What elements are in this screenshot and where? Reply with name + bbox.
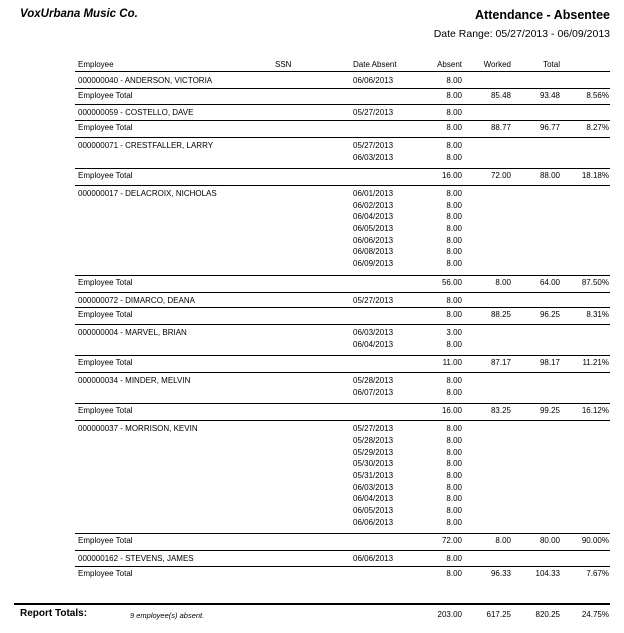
group-divider: [75, 355, 610, 356]
absence-date: 05/31/2013: [353, 470, 394, 480]
header-worked: Worked: [483, 60, 511, 69]
absence-date: 06/02/2013: [353, 200, 394, 210]
absence-date: 06/03/2013: [353, 327, 394, 337]
company-name: VoxUrbana Music Co.: [20, 8, 138, 20]
absence-date: 05/30/2013: [353, 459, 394, 469]
employee-total-pct: 18.18%: [581, 171, 609, 181]
employee-total-worked: 8.00: [495, 277, 511, 287]
report-totals-label: Report Totals:: [20, 608, 88, 619]
group-divider: [75, 307, 610, 308]
employee-total-label: Employee Total: [78, 123, 133, 133]
employee-total-worked: 83.25: [490, 406, 511, 416]
absence-hours: 8.00: [446, 76, 462, 85]
absence-hours: 8.00: [446, 517, 462, 527]
absence-date: 06/06/2013: [353, 554, 394, 564]
group-divider: [75, 104, 610, 105]
employee-total-absent: 72.00: [441, 536, 462, 546]
group-divider: [75, 550, 610, 551]
employee-total-worked: 88.77: [490, 123, 511, 133]
absence-date: 06/06/2013: [353, 517, 394, 527]
absence-hours: 8.00: [446, 224, 462, 233]
absence-hours: 8.00: [446, 108, 462, 118]
employee-total-total: 93.48: [539, 90, 560, 100]
employee-total-total: 80.00: [539, 536, 560, 546]
report-total-absent: 203.00: [437, 610, 462, 619]
absence-hours: 8.00: [446, 459, 462, 469]
group-divider: [75, 403, 610, 404]
employee-name: 000000004 - MARVEL, BRIAN: [78, 327, 187, 337]
report-total-total: 820.25: [535, 610, 560, 619]
absence-hours: 8.00: [446, 506, 462, 515]
absence-date: 06/08/2013: [353, 247, 394, 257]
employee-total-worked: 85.48: [490, 90, 511, 100]
employee-total-absent: 8.00: [446, 123, 462, 133]
report-total-worked: 617.25: [486, 610, 511, 619]
absence-date: 05/27/2013: [353, 424, 394, 434]
employee-name: 000000040 - ANDERSON, VICTORIA: [78, 76, 213, 85]
employee-total-label: Employee Total: [78, 90, 133, 100]
employee-total-total: 88.00: [539, 171, 560, 181]
absence-date: 05/28/2013: [353, 435, 394, 445]
absence-date: 05/29/2013: [353, 447, 394, 457]
header-date-absent: Date Absent: [353, 60, 397, 69]
absence-hours: 8.00: [446, 424, 462, 434]
header-total: Total: [543, 60, 560, 69]
absence-hours: 8.00: [446, 554, 462, 564]
absence-hours: 8.00: [446, 152, 462, 162]
group-divider: [75, 324, 610, 325]
absence-hours: 8.00: [446, 212, 462, 222]
group-divider: [75, 292, 610, 293]
employee-total-label: Employee Total: [78, 171, 133, 181]
absence-hours: 8.00: [446, 482, 462, 492]
employee-total-total: 96.25: [539, 310, 560, 320]
employee-total-worked: 96.33: [490, 568, 511, 578]
employee-total-pct: 16.12%: [581, 406, 609, 416]
absence-hours: 8.00: [446, 188, 462, 198]
header-absent: Absent: [437, 60, 462, 69]
employee-total-worked: 72.00: [490, 171, 511, 181]
absence-date: 05/27/2013: [353, 140, 394, 150]
employee-total-label: Employee Total: [78, 310, 133, 320]
group-divider: [75, 275, 610, 276]
absence-hours: 8.00: [446, 140, 462, 150]
absence-hours: 8.00: [446, 247, 462, 257]
group-divider: [75, 168, 610, 169]
absence-date: 06/03/2013: [353, 482, 394, 492]
employee-total-label: Employee Total: [78, 536, 133, 546]
employee-total-pct: 8.31%: [586, 310, 609, 320]
absence-date: 06/09/2013: [353, 259, 394, 269]
report-totals-rule: [14, 603, 610, 605]
employee-total-worked: 88.25: [490, 310, 511, 320]
employee-total-label: Employee Total: [78, 358, 133, 368]
header-ssn: SSN: [275, 60, 292, 69]
absence-date: 06/05/2013: [353, 224, 394, 233]
employee-total-total: 96.77: [539, 123, 560, 133]
employee-total-absent: 8.00: [446, 90, 462, 100]
employee-total-absent: 8.00: [446, 310, 462, 320]
employee-total-label: Employee Total: [78, 568, 133, 578]
employee-total-pct: 8.27%: [586, 123, 609, 133]
employee-name: 000000072 - DIMARCO, DEANA: [78, 295, 195, 305]
group-divider: [75, 372, 610, 373]
absence-hours: 8.00: [446, 339, 462, 349]
date-range: Date Range: 05/27/2013 - 06/09/2013: [433, 28, 610, 40]
employee-total-label: Employee Total: [78, 406, 133, 416]
employee-total-absent: 8.00: [446, 568, 462, 578]
employee-name: 000000017 - DELACROIX, NICHOLAS: [78, 188, 217, 198]
absence-date: 05/27/2013: [353, 295, 394, 305]
group-divider: [75, 533, 610, 534]
employee-name: 000000034 - MINDER, MELVIN: [78, 376, 191, 385]
employee-total-total: 98.17: [539, 358, 560, 368]
absence-hours: 3.00: [446, 327, 462, 337]
group-divider: [75, 120, 610, 121]
employee-total-worked: 8.00: [495, 536, 511, 546]
absence-date: 06/04/2013: [353, 494, 394, 504]
absence-date: 06/07/2013: [353, 387, 394, 397]
absence-date: 05/28/2013: [353, 376, 394, 385]
employee-total-absent: 16.00: [441, 406, 462, 416]
header-rule: [75, 71, 610, 72]
employee-name: 000000162 - STEVENS, JAMES: [78, 554, 194, 564]
absence-date: 06/06/2013: [353, 235, 394, 245]
absence-hours: 8.00: [446, 200, 462, 210]
group-divider: [75, 88, 610, 89]
absence-hours: 8.00: [446, 376, 462, 385]
group-divider: [75, 420, 610, 421]
report-title: Attendance - Absentee: [475, 8, 610, 22]
employee-total-absent: 16.00: [441, 171, 462, 181]
report-totals-note: 9 employee(s) absent.: [130, 611, 205, 620]
absence-date: 06/06/2013: [353, 76, 394, 85]
employee-total-pct: 87.50%: [581, 277, 609, 287]
employee-total-pct: 7.67%: [586, 568, 609, 578]
header-employee: Employee: [78, 60, 114, 69]
employee-total-pct: 11.21%: [582, 358, 609, 368]
absence-hours: 8.00: [446, 494, 462, 504]
absence-date: 06/03/2013: [353, 152, 394, 162]
employee-total-pct: 90.00%: [581, 536, 609, 546]
employee-name: 000000059 - COSTELLO, DAVE: [78, 108, 194, 118]
employee-name: 000000037 - MORRISON, KEVIN: [78, 424, 198, 434]
absence-hours: 8.00: [446, 470, 462, 480]
report-total-pct: 24.75%: [581, 610, 609, 619]
employee-total-absent: 11.00: [442, 358, 462, 368]
group-divider: [75, 137, 610, 138]
employee-total-pct: 8.56%: [586, 90, 609, 100]
employee-total-worked: 87.17: [490, 358, 511, 368]
employee-total-total: 64.00: [539, 277, 560, 287]
absence-hours: 8.00: [446, 259, 462, 269]
employee-total-total: 99.25: [539, 406, 560, 416]
absence-hours: 8.00: [446, 435, 462, 445]
absence-date: 05/27/2013: [353, 108, 394, 118]
absence-date: 06/04/2013: [353, 339, 394, 349]
absence-date: 06/05/2013: [353, 506, 394, 515]
absence-date: 06/04/2013: [353, 212, 394, 222]
absence-hours: 8.00: [446, 387, 462, 397]
absence-hours: 8.00: [446, 235, 462, 245]
absence-hours: 8.00: [446, 295, 462, 305]
employee-total-total: 104.33: [535, 568, 560, 578]
employee-total-absent: 56.00: [441, 277, 462, 287]
employee-total-label: Employee Total: [78, 277, 133, 287]
employee-name: 000000071 - CRESTFALLER, LARRY: [78, 140, 214, 150]
group-divider: [75, 185, 610, 186]
group-divider: [75, 566, 610, 567]
absence-date: 06/01/2013: [353, 188, 394, 198]
absence-hours: 8.00: [446, 447, 462, 457]
